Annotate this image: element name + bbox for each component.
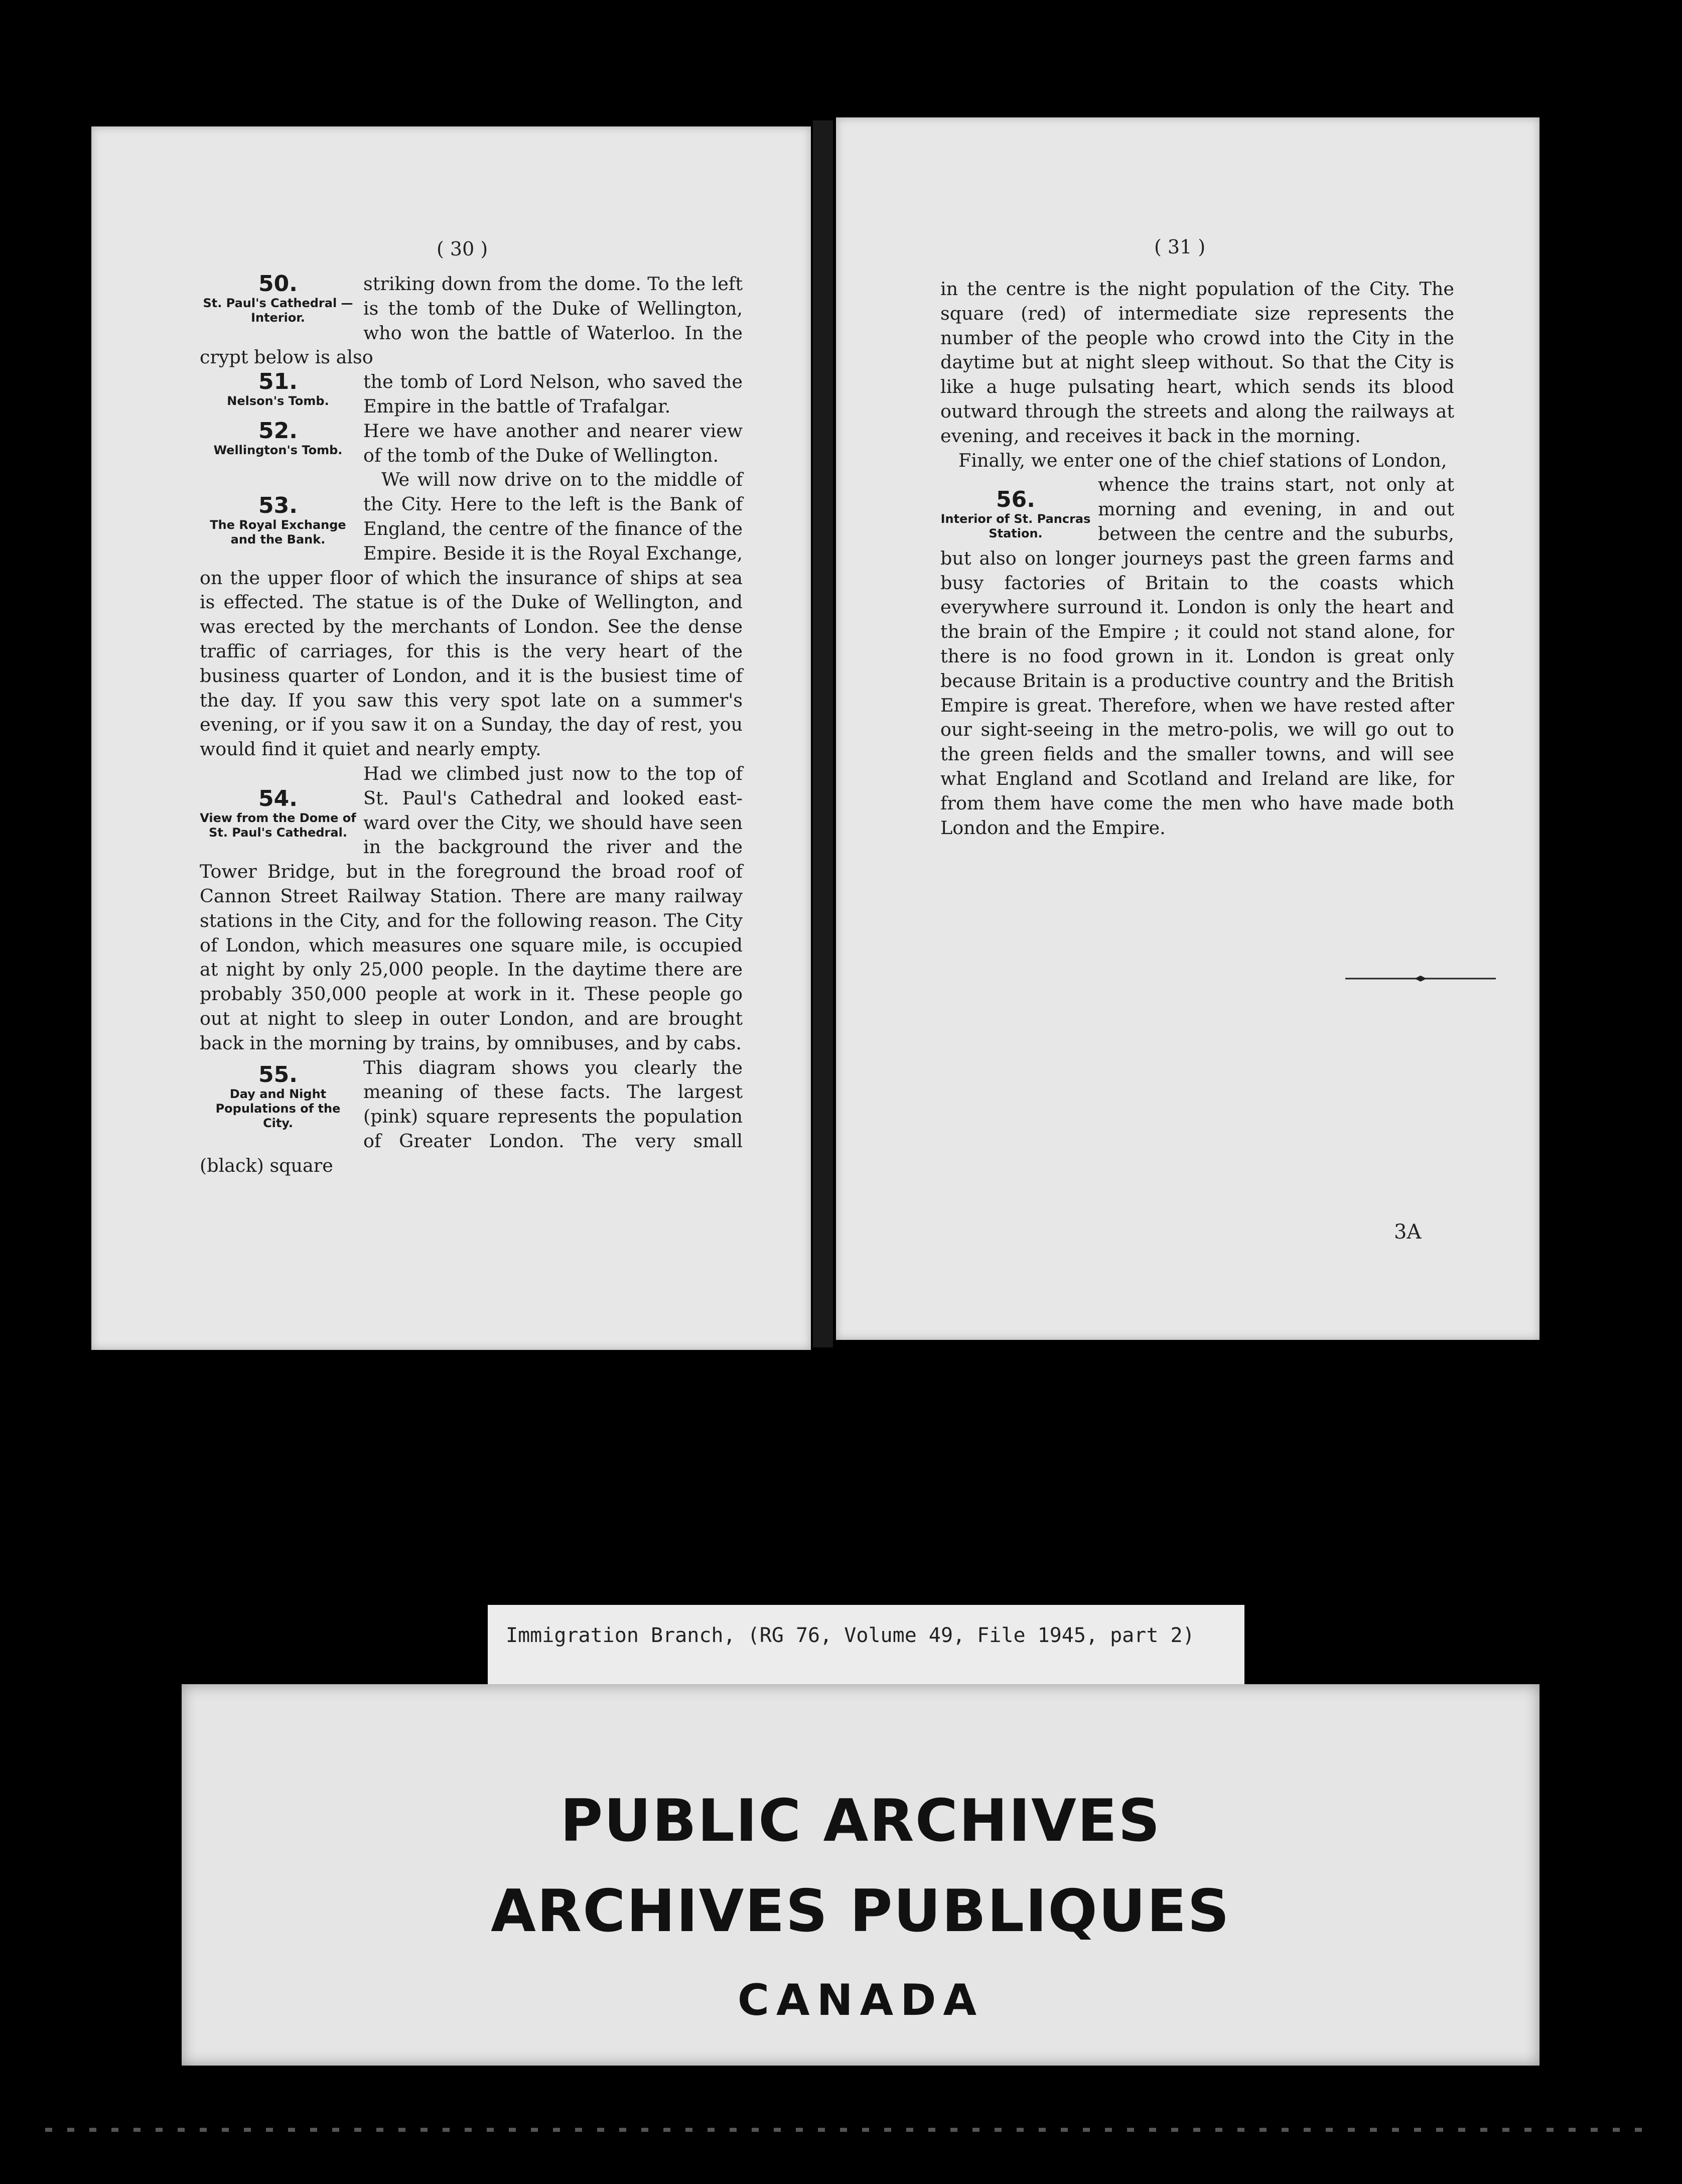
- sidenote-53: 53. The Royal Exchange and the Bank.: [210, 493, 346, 547]
- paragraph-finally: Finally, we enter one of the chief stations of London,: [958, 449, 1447, 471]
- left-page-body: [200, 272, 743, 1178]
- sidenote-54: 54. View from the Dome of St. Paul's Cathedral.: [200, 785, 356, 840]
- page-number-right: ( 31 ): [1154, 236, 1206, 258]
- paragraph-56: 56. Interior of St. Pancras Station. whence the trains start, not only at morning and evening, in and out between the centre and the suburbs, but also on longer journeys past the green farms and busy factories of Britain to the coasts which everywhere surround it. London is only the heart and the brain of the Empire ; it could not stand alone, for there is no food grown in it. London is great only because Britain is a productive country and the British Empire is great. Therefore, when we have rested after our sight-seeing in the metro-polis, we will go out to the green fields and the smaller towns, and will see what England and Scotland and Ireland are like, for from them have come the men who have made both London and the Empire.: [940, 474, 1454, 839]
- sidenote-51: 51. Nelson's Tomb.: [227, 369, 329, 408]
- banner-line-english: PUBLIC ARCHIVES: [560, 1787, 1161, 1855]
- sidenote-52: 52. Wellington's Tomb.: [213, 418, 343, 457]
- handwritten-page-mark: 3A: [1394, 1220, 1422, 1244]
- paragraph-50: 50. St. Paul's Cathedral —Interior. striking down from the dome. To the left is the tomb of the Duke of Wellington, who won the battle of Waterloo. In the crypt below is also: [200, 271, 743, 368]
- right-page-body: [940, 277, 1454, 840]
- paragraph-54: 54. View from the Dome of St. Paul's Cathedral. Had we climbed just now to the top of St. Paul's Cathedral and looked east-ward over the City, we should have seen in the background the river and the Tower Bridge, but in the foreground the broad roof of Cannon Street Railway Station. There are many railway stations in the City, and for the following reason. The City of London, which measures one square mile, is occupied at night by only 25,000 people. In the daytime there are probably 350,000 people at work in it. These people go out at night to sleep in outer London, and are brought back in the morning by trains, by omnibuses, and by cabs.: [200, 762, 743, 1054]
- page-number-left: ( 30 ): [437, 238, 488, 260]
- banner-line-french: ARCHIVES PUBLIQUES: [491, 1877, 1230, 1945]
- sidenote-56: 56. Interior of St. Pancras Station.: [940, 487, 1091, 541]
- paragraph-continuation: in the centre is the night population of the City. The square (red) of intermediate size represents the number of the people who crowd into the City in the daytime but at night sleep without. So that the City is like a huge pulsating heart, which sends its blood outward through the streets and along the railways at evening, and receives it back in the morning.: [940, 278, 1454, 447]
- sidenote-50: 50. St. Paul's Cathedral —Interior.: [203, 271, 353, 325]
- ornament-divider: [1345, 976, 1496, 982]
- book-spine: [813, 120, 833, 1347]
- left-page: [91, 126, 811, 1350]
- film-edge-marks: [45, 2128, 1651, 2132]
- paragraph-53: 53. The Royal Exchange and the Bank. We will now drive on to the middle of the City. Here to the left is the Bank of England, the centre of the finance of the Empire. Beside it is the Royal Exchange, on the upper floor of which the insurance of ships at sea is effected. The statue is of the Duke of Wellington, and was erected by the merchants of London. See the dense traffic of carriages, for this is the very heart of the business quarter of London, and it is the busiest time of the day. If you saw this very spot late on a summer's evening, or if you saw it on a Sunday, the day of rest, you would find it quiet and nearly empty.: [200, 469, 743, 760]
- banner-line-country: CANADA: [737, 1975, 984, 2025]
- paragraph-55: 55. Day and Night Populations of the City. This diagram shows you clearly the meaning of these facts. The largest (pink) square represents the population of Greater London. The very small (black) square: [200, 1056, 743, 1176]
- citation-label: Immigration Branch, (RG 76, Volume 49, File 1945, part 2): [488, 1605, 1244, 1699]
- archive-banner: [182, 1684, 1539, 2066]
- sidenote-55: 55. Day and Night Populations of the City.: [215, 1061, 341, 1130]
- paragraph-51: 51. Nelson's Tomb. the tomb of Lord Nelson, who saved the Empire in the battle of Trafalgar.: [200, 370, 743, 419]
- paragraph-52: 52. Wellington's Tomb. Here we have another and nearer view of the tomb of the Duke of Wellington.: [200, 419, 743, 468]
- right-page: [836, 117, 1539, 1340]
